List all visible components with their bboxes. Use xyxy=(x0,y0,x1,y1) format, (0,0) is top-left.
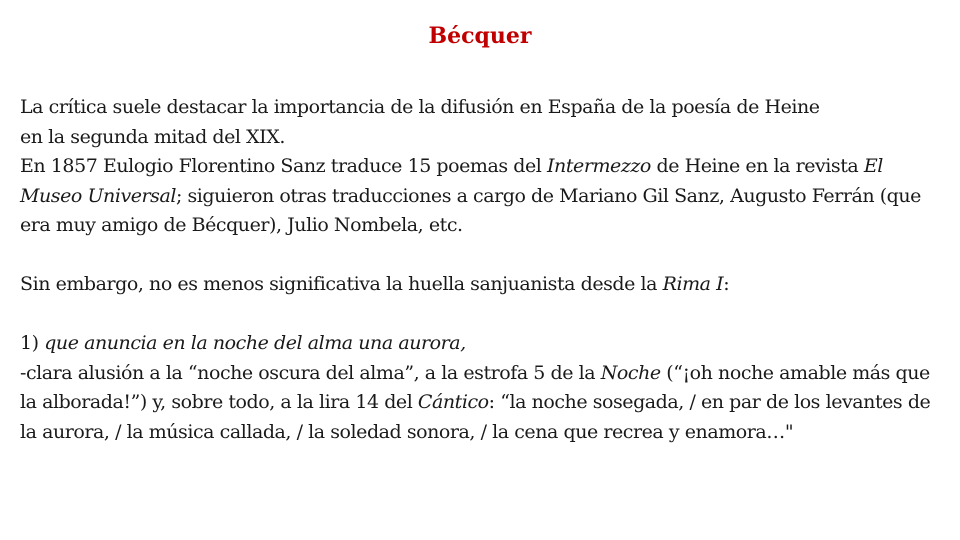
paragraph-text: (“¡oh noche amable más que la alborada!”) y, sobre todo, a la lira 14 del xyxy=(20,361,930,413)
work-title-rima: Rima I xyxy=(662,273,724,295)
paragraph-text: En 1857 Eulogio Florentino Sanz traduce 15 poemas del xyxy=(20,155,547,177)
list-number: 1) xyxy=(20,332,45,354)
slide-body xyxy=(20,93,940,447)
paragraph-text: de Heine en la revista xyxy=(650,155,864,177)
work-title-intermezzo: Intermezzo xyxy=(547,155,651,177)
paragraph-spacer xyxy=(20,300,940,330)
paragraph-sanjuanista xyxy=(20,270,940,300)
paragraph-text: La crítica suele destacar la importancia de la difusión en España de la poesía de Heine xyxy=(20,96,820,118)
paragraph-text: -clara alusión a la “noche oscura del alma”, a la estrofa 5 de la xyxy=(20,361,601,384)
quote-line xyxy=(20,329,940,359)
paragraph-text: : xyxy=(723,273,730,295)
paragraph-text: en la segunda mitad del XIX. xyxy=(20,125,285,148)
paragraph-heine-diffusion xyxy=(20,93,940,152)
quoted-verse: que anuncia en la noche del alma una aurora, xyxy=(44,332,466,354)
paragraph-text: : “la noche sosegada, / en par de los levantes de la aurora, / la música callada, / la soledad sonora, / la cena que recrea y enamora…" xyxy=(20,391,931,443)
slide-title: Bécquer xyxy=(428,23,532,49)
magazine-title: El Museo Universal xyxy=(20,155,883,207)
paragraph-spacer xyxy=(20,241,940,271)
paragraph-text: Sin embargo, no es menos significativa la huella sanjuanista desde la xyxy=(20,273,663,295)
work-title-noche: Noche xyxy=(600,361,661,384)
paragraph-text: ; siguieron otras traducciones a cargo de Mariano Gil Sanz, Augusto Ferrán (que era muy amigo de Bécquer), Julio Nombela, etc. xyxy=(20,184,921,236)
work-title-cantico: Cántico xyxy=(417,391,489,413)
paragraph-allusion xyxy=(20,359,940,448)
paragraph-translations xyxy=(20,152,940,241)
